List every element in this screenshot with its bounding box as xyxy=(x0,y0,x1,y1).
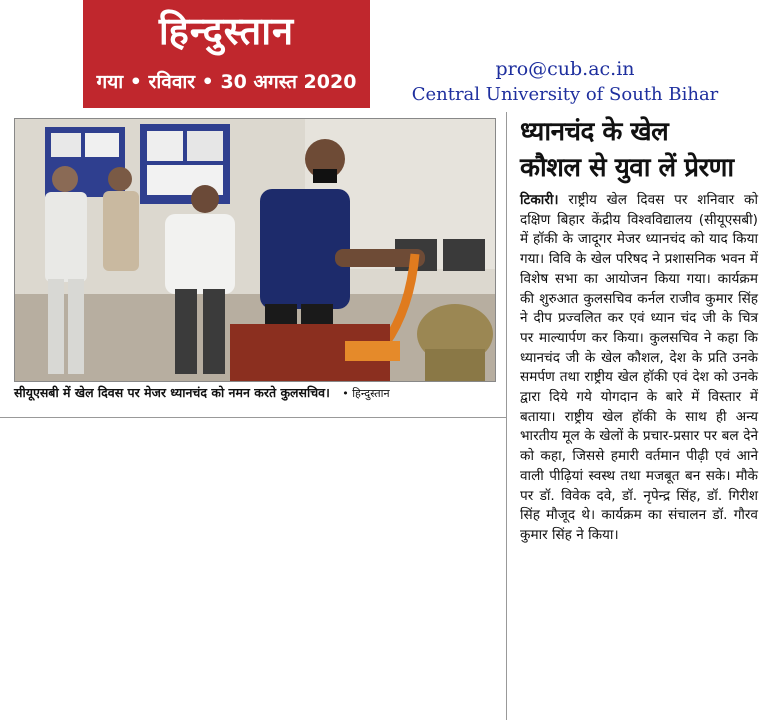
university-name: Central University of South Bihar xyxy=(411,84,719,105)
news-photo xyxy=(14,118,496,382)
newspaper-name: हिन्दुस्तान xyxy=(158,9,295,53)
horizontal-divider xyxy=(0,417,506,418)
headline-line-1: ध्यानचंद के खेल xyxy=(520,117,669,147)
photo-credit: • हिन्दुस्तान xyxy=(342,387,390,400)
photo-caption xyxy=(14,384,504,401)
article-text: राष्ट्रीय खेल दिवस पर शनिवार को दक्षिण बिहार केंद्रीय विश्वविद्यालय (सीयूएसबी) में हॉकी के जादूगर मेजर ध्यानचंद को याद किया गया। विवि के खेल परिषद ने प्रशासनिक भवन में विशेष सभा का आयोजन किया गया। कार्यक्रम की शुरुआत कुलसचिव कर्नल राजीव कुमार सिंह ने दीप प्रज्वलित कर एवं ध्यान चंद जी के चित्र पर माल्यार्पण कर किया। कुलसचिव ने कहा कि ध्यानचंद जी के खेल कौशल, देश के प्रति उनके समर्पण तथा राष्ट्रीय खेल हॉकी एवं देश को उनके द्वारा दिये गये योगदान के बारे में विस्तार में बताया। राष्ट्रीय खेल हॉकी के साथ ही अन्य भारतीय मूल के खेलों के प्रचार-प्रसार पर बल देने को कहा, जिससे हमारी वर्तमान पीढ़ी एवं आने वाली पीढ़ियां स्वस्थ तथा मजबूत बन सके। मौके पर डॉ. विवेक दवे, डॉ. नृपेन्द्र सिंह, डॉ. गिरीश सिंह मौजूद थे। कार्यक्रम का संचालन डॉ. गौरव कुमार सिंह ने किया। xyxy=(520,192,759,543)
university-contact xyxy=(380,56,750,108)
photo-illustration xyxy=(15,119,495,381)
article-dateline: टिकारी। xyxy=(520,192,559,208)
vertical-divider xyxy=(506,112,507,720)
headline-line-2: कौशल से युवा लें प्रेरणा xyxy=(520,153,734,183)
contact-email: pro@cub.ac.in xyxy=(495,58,635,80)
edition-dateline: गया • रविवार • 30 अगस्त 2020 xyxy=(96,71,357,93)
article-body xyxy=(520,191,758,546)
newspaper-masthead xyxy=(83,0,370,108)
article-headline xyxy=(520,114,764,186)
caption-text: सीयूएसबी में खेल दिवस पर मेजर ध्यानचंद को नमन करते कुलसचिव। xyxy=(14,385,330,400)
